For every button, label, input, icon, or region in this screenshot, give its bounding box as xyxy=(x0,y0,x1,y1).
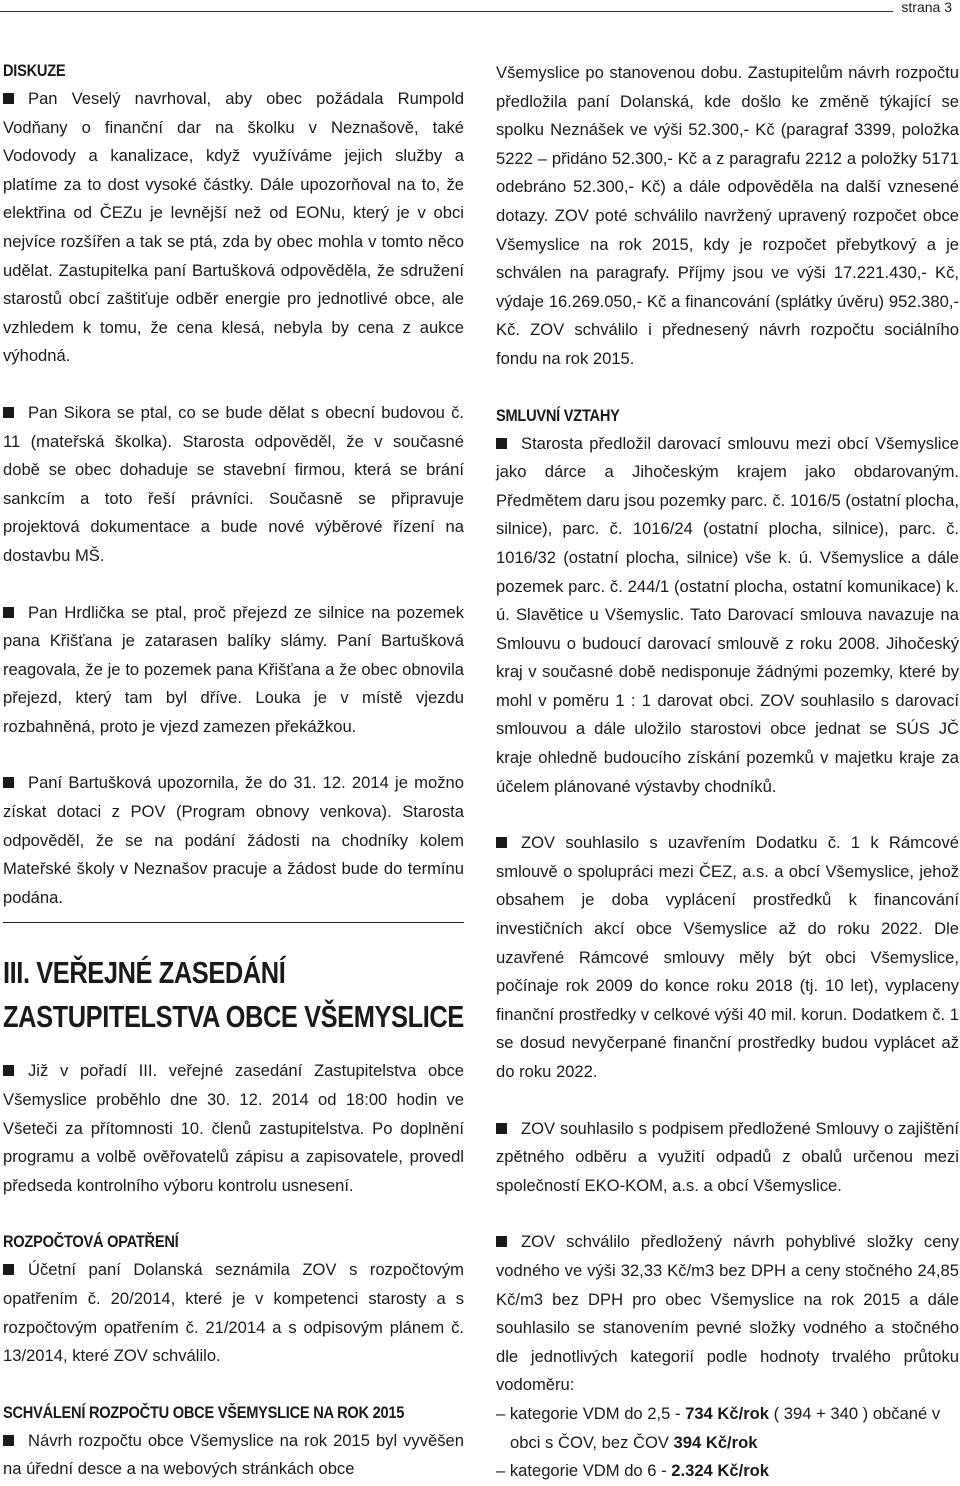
section-heading-schvaleni-rozpoctu: SCHVÁLENÍ ROZPOČTU OBCE VŠEMYSLICE NA ROK 2015 xyxy=(3,1402,405,1422)
paragraph: Pan Sikora se ptal, co se bude dělat s obecní budovou č. 11 (mateřská školka). Starosta odpověděl, že v současné době se obec dohaduje se stavební firmou, která se brání sankcím a toto řeší právníci. Současně se připravuje projektová dokumentace a bude nové výběrové řízení na dostavbu MŠ. xyxy=(3,402,464,565)
paragraph: Návrh rozpočtu obce Všemyslice na rok 2015 byl vyvěšen na úřední desce a na webových stránkách obce xyxy=(3,1430,464,1479)
left-column xyxy=(3,57,464,1484)
page-number: strana 3 xyxy=(901,0,952,15)
paragraph: Paní Bartušková upozornila, že do 31. 12. 2014 je možno získat dotaci z POV (Program obnovy venkova). Starosta odpověděl, že se na podání žádosti na chodníky kolem Mateřské školy v Neznašov pracuje a žádost bude do termínu podána. xyxy=(3,773,464,907)
paragraph: Již v pořadí III. veřejné zasedání Zastupitelstva obce Všemyslice proběhlo dne 30. 12. 2014 od 18:00 hodin ve Všeteči za přítomnosti 10. členů zastupitelstva. Po doplnění programu a volbě ověřovatelů zápisu a zapisovatele, provedl předseda kontrolního výboru kontrolu usnesení. xyxy=(3,1061,464,1195)
bullet-square-icon xyxy=(496,1123,507,1134)
bullet-square-icon xyxy=(496,438,507,449)
paragraph: Starosta předložil darovací smlouvu mezi obcí Všemyslice jako dárce a Jihočeským krajem jako obdarovaným. Předmětem daru jsou pozemky parc. č. 1016/5 (ostatní plocha, silnice), parc. č. 1016/24 (ostatní plocha, silnice), parc. č. 1016/32 (ostatní plocha, silnice) vše k. ú. Všemyslice a dále pozemek parc. č. 244/1 (ostatní plocha, ostatní komunikace) k. ú. Slavětice u Všemyslic. Tato Darovací smlouva navazuje na Smlouvu o budoucí darovací smlouvě z roku 2008. Jihočeský kraj v současné době nedisponuje žádnými pozemky, které by mohl v poměru 1 : 1 darovat obci. ZOV souhlasilo s darovací smlouvou a dále uložilo starostovi obce jednat se SÚS JČ kraje ohledně budoucího získání pozemků v majetku kraje za účelem plánované výstavby chodníků. xyxy=(496,433,959,796)
paragraph: ZOV schválilo předložený návrh pohyblivé složky ceny vodného ve výši 32,33 Kč/m3 bez DPH a ceny stočného 24,85 Kč/m3 bez DPH pro obec Všemyslice na rok 2015 a dále souhlasilo se stanovením pevné složky vodného a stočného dle jednotlivých kategorií podle hodnoty trvalého průtoku vodoměru: xyxy=(496,1232,959,1395)
bullet-square-icon xyxy=(3,93,14,104)
paragraph: Pan Veselý navrhoval, aby obec požádala Rumpold Vodňany o finanční dar na školku v Neznašově, také Vodovody a kanalizace, když využíváme jejich služby a platíme za to dost vysoké částky. Dále upozorňoval na to, že elektřina od ČEZu je levnější než od EONu, který je v obci nejvíce rozšířen a tak se ptá, zda by obec mohla v tomto něco udělat. Zastupitelka paní Bartušková odpověděla, že sdružení starostů obcí zaštiťuje odběr energie pro jednotlivé obce, ale vzhledem k tomu, že cena klesá, nebyla by cena z aukce výhodná. xyxy=(3,89,464,366)
paragraph: ZOV souhlasilo s podpisem předložené Smlouvy o zajištění zpětného odběru a využití odpadů z obalů určenou mezi společností EKO-KOM, a.s. a obcí Všemyslice. xyxy=(496,1118,959,1195)
bullet-square-icon xyxy=(496,1236,507,1247)
bullet-square-icon xyxy=(3,1065,14,1076)
paragraph: Všemyslice po stanovenou dobu. Zastupitelům návrh rozpočtu předložila paní Dolanská, kde došlo ke změně týkající se spolku Neznášek ve výši 52.300,- Kč (paragraf 3399, položka 5222 – přidáno 52.300,- Kč a z paragrafu 2212 a položky 5171 odebráno 52.300,- Kč) a dále odpověděla na další vznesené dotazy. ZOV poté schválilo navržený upravený rozpočet obce Všemyslice na rok 2015, kdy je rozpočet přebytkový a je schválen na paragrafy. Příjmy jsou ve výši 17.221.430,- Kč, výdaje 16.269.050,- Kč a financování (splátky úvěru) 952.380,- Kč. ZOV schválilo i přednesený návrh rozpočtu sociálního fondu na rok 2015. xyxy=(496,63,959,368)
bullet-square-icon xyxy=(3,1264,14,1275)
section-heading-smluvni-vztahy: SMLUVNÍ VZTAHY xyxy=(496,405,620,425)
right-column xyxy=(496,59,959,1486)
paragraph: Pan Hrdlička se ptal, proč přejezd ze silnice na pozemek pana Křišťana je zatarasen balíky slámy. Paní Bartušková reagovala, že je to pozemek pana Křišťana a že obec obnovila přejezd, který tam byl dříve. Louka je v místě vjezdu rozbahněná, proto je vjezd zamezen překážkou. xyxy=(3,602,464,736)
list-item: – kategorie VDM do 6 - 2.324 Kč/rok xyxy=(496,1461,770,1481)
main-heading-line-1: III. VEŘEJNÉ ZASEDÁNÍ xyxy=(3,955,286,991)
bullet-square-icon xyxy=(3,777,14,788)
header-rule xyxy=(0,11,893,12)
bullet-square-icon xyxy=(3,1435,14,1446)
main-heading-line-2: ZASTUPITELSTVA OBCE VŠEMYSLICE xyxy=(3,999,464,1035)
list-item: – kategorie VDM do 2,5 - 734 Kč/rok ( 394 + 340 ) občané v obci s ČOV, bez ČOV 394 Kč/rok xyxy=(496,1403,941,1452)
paragraph: Účetní paní Dolanská seznámila ZOV s rozpočtovým opatřením č. 20/2014, které je v kompetenci starosty a s rozpočtovým opatřením č. 21/2014 a s odpisovým plánem č. 13/2014, které ZOV schválilo. xyxy=(3,1260,464,1366)
bullet-square-icon xyxy=(496,837,507,848)
section-heading-diskuze: DISKUZE xyxy=(3,61,66,80)
paragraph: ZOV souhlasilo s uzavřením Dodatku č. 1 k Rámcové smlouvě o spolupráci mezi ČEZ, a.s. a obcí Všemyslice, jehož obsahem je doba vyplácení prostředků k financování investičních akcí obce Všemyslice až do roku 2022. Dle uzavřené Rámcové smlouvy měly být obci Všemyslice, počínaje rok 2009 do konce roku 2018 (tj. 10 let), vyplaceny finanční prostředky v celkové výši 40 mil. korun. Dodatkem č. 1 se dosud nevyčerpané finanční prostředky budou vyplácet až do roku 2022. xyxy=(496,833,959,1081)
section-heading-rozpoctova-opatreni: ROZPOČTOVÁ OPATŘENÍ xyxy=(3,1232,179,1252)
section-divider xyxy=(3,922,464,923)
bullet-square-icon xyxy=(3,607,14,618)
bullet-square-icon xyxy=(3,407,14,418)
